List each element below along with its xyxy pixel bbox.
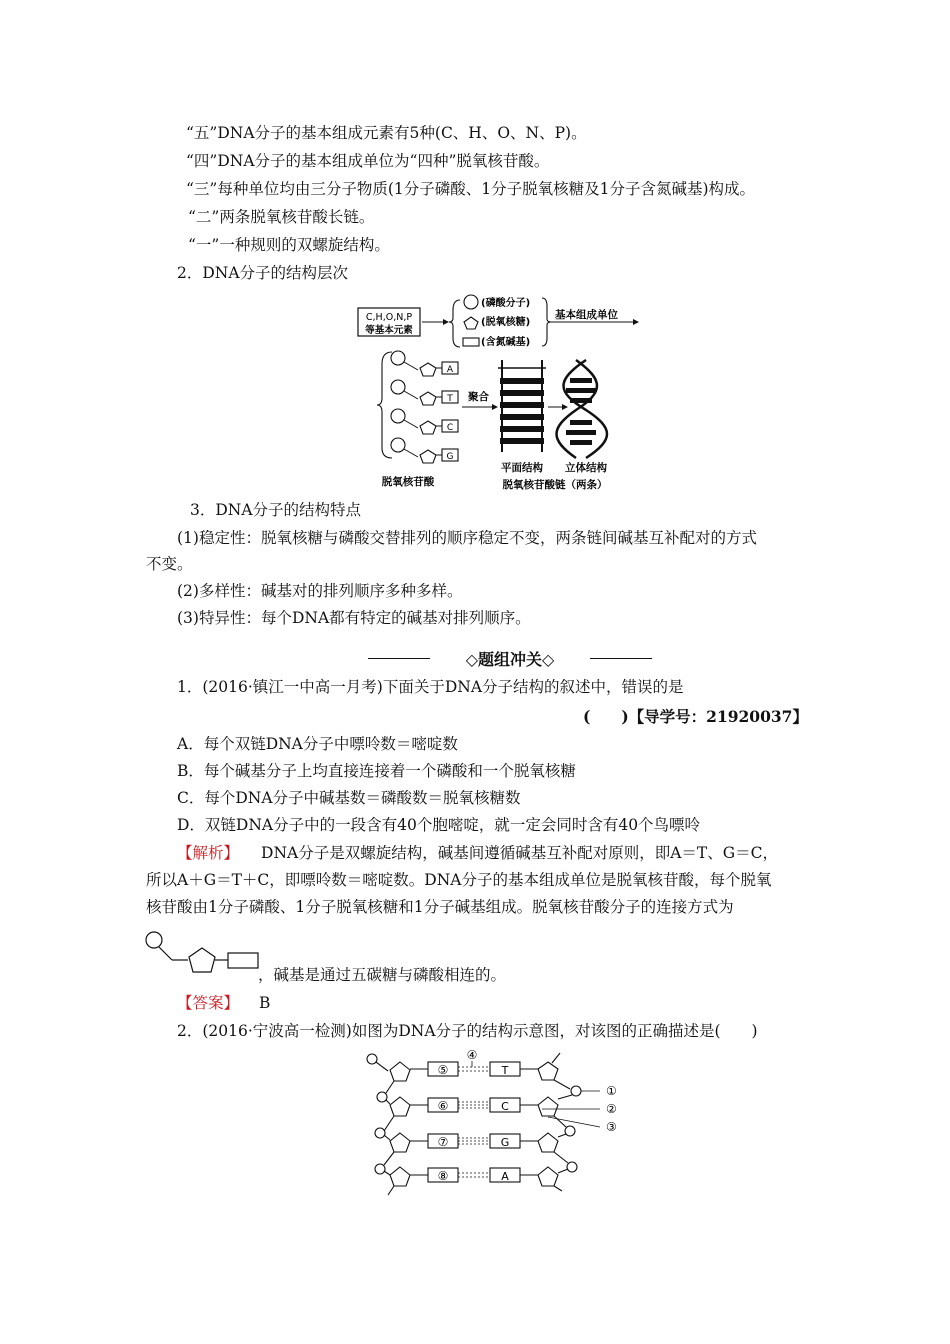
base-letter: C: [446, 423, 454, 433]
dna-structure-levels-figure: [350, 292, 650, 497]
q1-option-b: B．每个碱基分子上均直接连接着一个磷酸和一个脱氧核糖: [177, 762, 576, 780]
analysis-text-1: DNA分子是双螺旋结构，碱基间遵循碱基互补配对原则，即A＝T、G＝C，: [261, 844, 778, 862]
q2-stem: 2．(2016·宁波高一检测)如图为DNA分子的结构示意图，对该图的正确描述是( ): [177, 1022, 758, 1040]
base-a: A: [501, 1170, 509, 1183]
base-letter: G: [446, 452, 454, 462]
polymerize-label: 聚合: [468, 391, 489, 403]
callout-3: ③: [606, 1120, 617, 1134]
nucleotide-g: [391, 438, 458, 463]
base-icon: [463, 338, 479, 346]
dna-structure-figure: [362, 1047, 627, 1199]
nucleotide-label: 脱氧核苷酸: [381, 476, 435, 488]
basic-unit-label: 基本组成单位: [555, 309, 618, 321]
summary-four: “四”DNA分子的基本组成单位为“四种”脱氧核苷酸。: [186, 152, 550, 170]
feature-stability-cont: 不变。: [146, 555, 193, 573]
q1-analysis-line-2: 所以A＋G＝T＋C，即嘌呤数＝嘧啶数。DNA分子的基本组成单位是脱氧核苷酸，每个脱氧: [146, 871, 772, 889]
callout-2: ②: [606, 1102, 617, 1116]
callout-4: ④: [466, 1048, 478, 1062]
q1-analysis-line-1: [177, 842, 778, 864]
elements-label-2: 等基本元素: [365, 325, 413, 336]
phosphate-icon: [464, 295, 478, 309]
answer-value: B: [259, 994, 271, 1012]
summary-five: “五”DNA分子的基本组成元素有5种(C、H、O、N、P)。: [186, 124, 587, 142]
nucleotide-connection-icon: [142, 928, 262, 980]
summary-one: “一”一种规则的双螺旋结构。: [188, 236, 390, 254]
label-8: ⑧: [437, 1169, 449, 1183]
summary-three: “三”每种单位均由三分子物质(1分子磷酸、1分子脱氧核糖及1分子含氮碱基)构成。: [186, 180, 756, 198]
section-header: [360, 646, 660, 670]
stereo-label: 立体结构: [565, 462, 607, 474]
arrow-icon: [633, 319, 639, 325]
nucleotide-a: [391, 351, 458, 376]
section-rule-right: [590, 658, 652, 659]
brace-icon: [449, 300, 460, 347]
summary-two: “二”两条脱氧核苷酸长链。: [188, 208, 375, 226]
base-t: T: [501, 1064, 509, 1077]
base-c: C: [501, 1100, 509, 1113]
structure-heading: 2．DNA分子的结构层次: [177, 264, 349, 282]
q1-option-d: D．双链DNA分子中的一段含有40个胞嘧啶，就一定会同时含有40个鸟嘌呤: [177, 816, 701, 834]
label-6: ⑥: [437, 1099, 449, 1113]
arrow-icon: [443, 319, 449, 325]
label-5: ⑤: [437, 1063, 449, 1077]
planar-label: 平面结构: [501, 462, 543, 474]
feature-stability: (1)稳定性：脱氧核糖与磷酸交替排列的顺序稳定不变，两条链间碱基互补配对的方式: [177, 529, 757, 547]
nucleotide-c: [391, 409, 458, 434]
sugar-label: (脱氧核糖): [481, 317, 531, 328]
q1-option-c: C．每个DNA分子中碱基数＝磷酸数＝脱氧核糖数: [177, 789, 521, 807]
section-title: ◇题组冲关◇: [465, 650, 555, 669]
double-helix-icon: [557, 360, 608, 458]
chains-label: 脱氧核苷酸链（两条）: [502, 479, 608, 491]
q1-guide-number: ( )【导学号：21920037】: [583, 707, 808, 726]
base-label: (含氮碱基): [481, 337, 531, 348]
arrow-icon: [492, 404, 498, 410]
base-letter: A: [446, 365, 454, 375]
arrow-icon: [562, 404, 568, 410]
feature-diversity: (2)多样性：碱基对的排列顺序多种多样。: [177, 582, 463, 600]
q1-analysis-line-4: ，碱基是通过五碳糖与磷酸相连的。: [258, 966, 507, 984]
base-g: G: [500, 1136, 510, 1149]
feature-specificity: (3)特异性：每个DNA都有特定的碱基对排列顺序。: [177, 609, 531, 627]
elements-label-1: C,H,O,N,P: [365, 312, 413, 323]
q1-analysis-line-3: 核苷酸由1分子磷酸、1分子脱氧核糖和1分子碱基组成。脱氧核苷酸分子的连接方式为: [146, 898, 734, 916]
nucleotide-t: [391, 380, 458, 405]
label-7: ⑦: [437, 1135, 449, 1149]
q1-option-a: A．每个双链DNA分子中嘌呤数＝嘧啶数: [177, 735, 458, 753]
planar-ladder-icon: [498, 360, 546, 452]
answer-label: 【答案】: [177, 994, 240, 1012]
phosphate-label: (磷酸分子): [481, 298, 531, 309]
analysis-label: 【解析】: [177, 844, 240, 862]
sugar-icon: [464, 317, 478, 329]
features-heading: 3．DNA分子的结构特点: [190, 501, 362, 519]
q1-stem: 1．(2016·镇江一中高一月考)下面关于DNA分子结构的叙述中，错误的是: [177, 678, 684, 696]
q1-answer-line: [177, 992, 270, 1014]
callout-1: ①: [606, 1084, 617, 1098]
base-letter: T: [447, 394, 453, 404]
